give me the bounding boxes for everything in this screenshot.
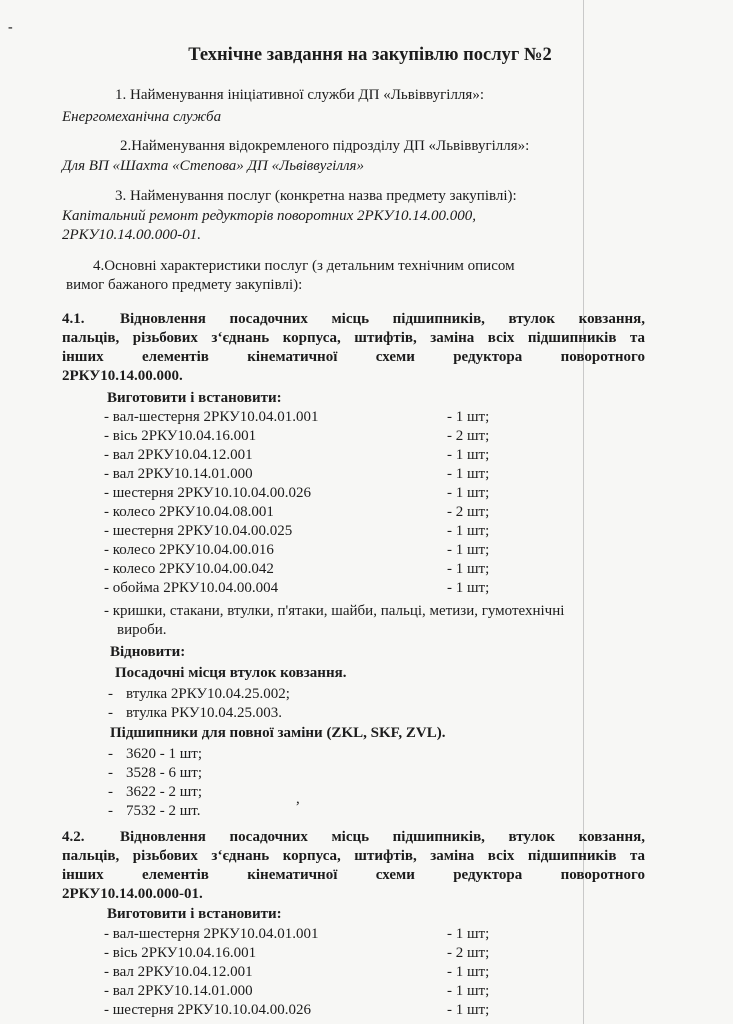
section-4-1-line3: інших елементів кінематичної схеми редуктора поворотного: [62, 349, 645, 365]
list-item-name: - вісь 2РКУ10.04.16.001: [104, 945, 257, 961]
section-4-line2: вимог бажаного предмету закупівлі):: [66, 277, 303, 293]
list-item-name: - вал 2РКУ10.14.01.000: [104, 983, 253, 999]
list-item-qty: - 1 шт;: [447, 926, 490, 942]
section-4-2-line4: 2РКУ10.14.00.000-01.: [62, 886, 203, 902]
stray-mark: ,: [296, 791, 300, 807]
list-item-qty: - 1 шт;: [447, 409, 490, 425]
section-4-2-line2: пальців, різьбових з‘єднань корпуса, штифтів, заміна всіх підшипників та: [62, 848, 645, 864]
page-title: Технічне завдання на закупівлю послуг №2: [188, 45, 552, 65]
list-item-qty: - 1 шт;: [447, 1002, 490, 1018]
list-item-dash: -: [108, 784, 113, 800]
list-item-name: - обойма 2РКУ10.04.00.004: [104, 580, 279, 596]
misc-parts-line2: вироби.: [117, 622, 167, 638]
misc-parts-line1: - кришки, стакани, втулки, п'ятаки, шайби, пальці, метизи, гумотехнічні: [104, 603, 565, 619]
section-1-label: 1. Найменування ініціативної служби ДП «Львіввугілля»:: [115, 87, 484, 103]
list-item-qty: - 1 шт;: [447, 580, 490, 596]
list-item-qty: - 1 шт;: [447, 523, 490, 539]
list-item-name: - колесо 2РКУ10.04.00.016: [104, 542, 274, 558]
list-item-name: - вал-шестерня 2РКУ10.04.01.001: [104, 926, 319, 942]
section-3-value-line1: Капітальний ремонт редукторів поворотних 2РКУ10.14.00.000,: [62, 208, 477, 224]
section-3-label: 3. Найменування послуг (конкретна назва предмету закупівлі):: [115, 188, 517, 204]
bearing-item: 7532 - 2 шт.: [126, 803, 201, 819]
list-item-name: - шестерня 2РКУ10.04.00.025: [104, 523, 293, 539]
list-item-name: - колесо 2РКУ10.04.00.042: [104, 561, 274, 577]
list-item-qty: - 1 шт;: [447, 964, 490, 980]
list-item-name: - шестерня 2РКУ10.10.04.00.026: [104, 1002, 312, 1018]
list-item-qty: - 1 шт;: [447, 447, 490, 463]
list-item-name: - вісь 2РКУ10.04.16.001: [104, 428, 257, 444]
section-4-1-line1: Відновлення посадочних місць підшипників, втулок ковзання,: [120, 311, 645, 327]
list-item-qty: - 1 шт;: [447, 542, 490, 558]
restore-heading: Відновити:: [110, 644, 186, 660]
list-item-qty: - 2 шт;: [447, 945, 490, 961]
list-item-name: - шестерня 2РКУ10.10.04.00.026: [104, 485, 312, 501]
list-item-qty: - 1 шт;: [447, 561, 490, 577]
bushing-item: втулка 2РКУ10.04.25.002;: [126, 686, 290, 702]
list-item-qty: - 2 шт;: [447, 428, 490, 444]
section-4-2-make-heading: Виготовити і встановити:: [107, 906, 282, 922]
list-item-qty: - 1 шт;: [447, 466, 490, 482]
list-item-dash: -: [108, 746, 113, 762]
section-4-1-line2: пальців, різьбових з‘єднань корпуса, штифтів, заміна всіх підшипників та: [62, 330, 645, 346]
section-4-1-line4: 2РКУ10.14.00.000.: [62, 368, 183, 384]
list-item-qty: - 1 шт;: [447, 983, 490, 999]
section-3-value-line2: 2РКУ10.14.00.000-01.: [62, 227, 202, 243]
list-item-dash: -: [108, 765, 113, 781]
bearings-heading: Підшипники для повної заміни (ZKL, SKF, ZVL).: [110, 725, 446, 741]
seats-heading: Посадочні місця втулок ковзання.: [115, 665, 347, 681]
section-4-line1: 4.Основні характеристики послуг (з детальним технічним описом: [93, 258, 515, 274]
section-4-2-line3: інших елементів кінематичної схеми редуктора поворотного: [62, 867, 645, 883]
list-item-name: - вал 2РКУ10.04.12.001: [104, 964, 253, 980]
list-item-dash: -: [108, 803, 113, 819]
list-item-dash: -: [108, 686, 113, 702]
section-2-label: 2.Найменування відокремленого підрозділу ДП «Львіввугілля»:: [120, 138, 530, 154]
bushing-item: втулка РКУ10.04.25.003.: [126, 705, 283, 721]
section-4-2-line1: Відновлення посадочних місць підшипників, втулок ковзання,: [120, 829, 645, 845]
list-item-name: - вал 2РКУ10.04.12.001: [104, 447, 253, 463]
corner-mark: -: [8, 20, 13, 35]
section-4-2-number: 4.2.: [62, 829, 85, 845]
list-item-qty: - 2 шт;: [447, 504, 490, 520]
list-item-qty: - 1 шт;: [447, 485, 490, 501]
bearing-item: 3528 - 6 шт;: [126, 765, 203, 781]
list-item-name: - колесо 2РКУ10.04.08.001: [104, 504, 274, 520]
list-item-name: - вал-шестерня 2РКУ10.04.01.001: [104, 409, 319, 425]
list-item-dash: -: [108, 705, 113, 721]
bearing-item: 3622 - 2 шт;: [126, 784, 203, 800]
section-2-value: Для ВП «Шахта «Степова» ДП «Львіввугілля»: [62, 158, 365, 174]
bearing-item: 3620 - 1 шт;: [126, 746, 203, 762]
section-4-1-number: 4.1.: [62, 311, 85, 327]
section-4-1-make-heading: Виготовити і встановити:: [107, 390, 282, 406]
section-1-value: Енергомеханічна служба: [62, 109, 222, 125]
list-item-name: - вал 2РКУ10.14.01.000: [104, 466, 253, 482]
